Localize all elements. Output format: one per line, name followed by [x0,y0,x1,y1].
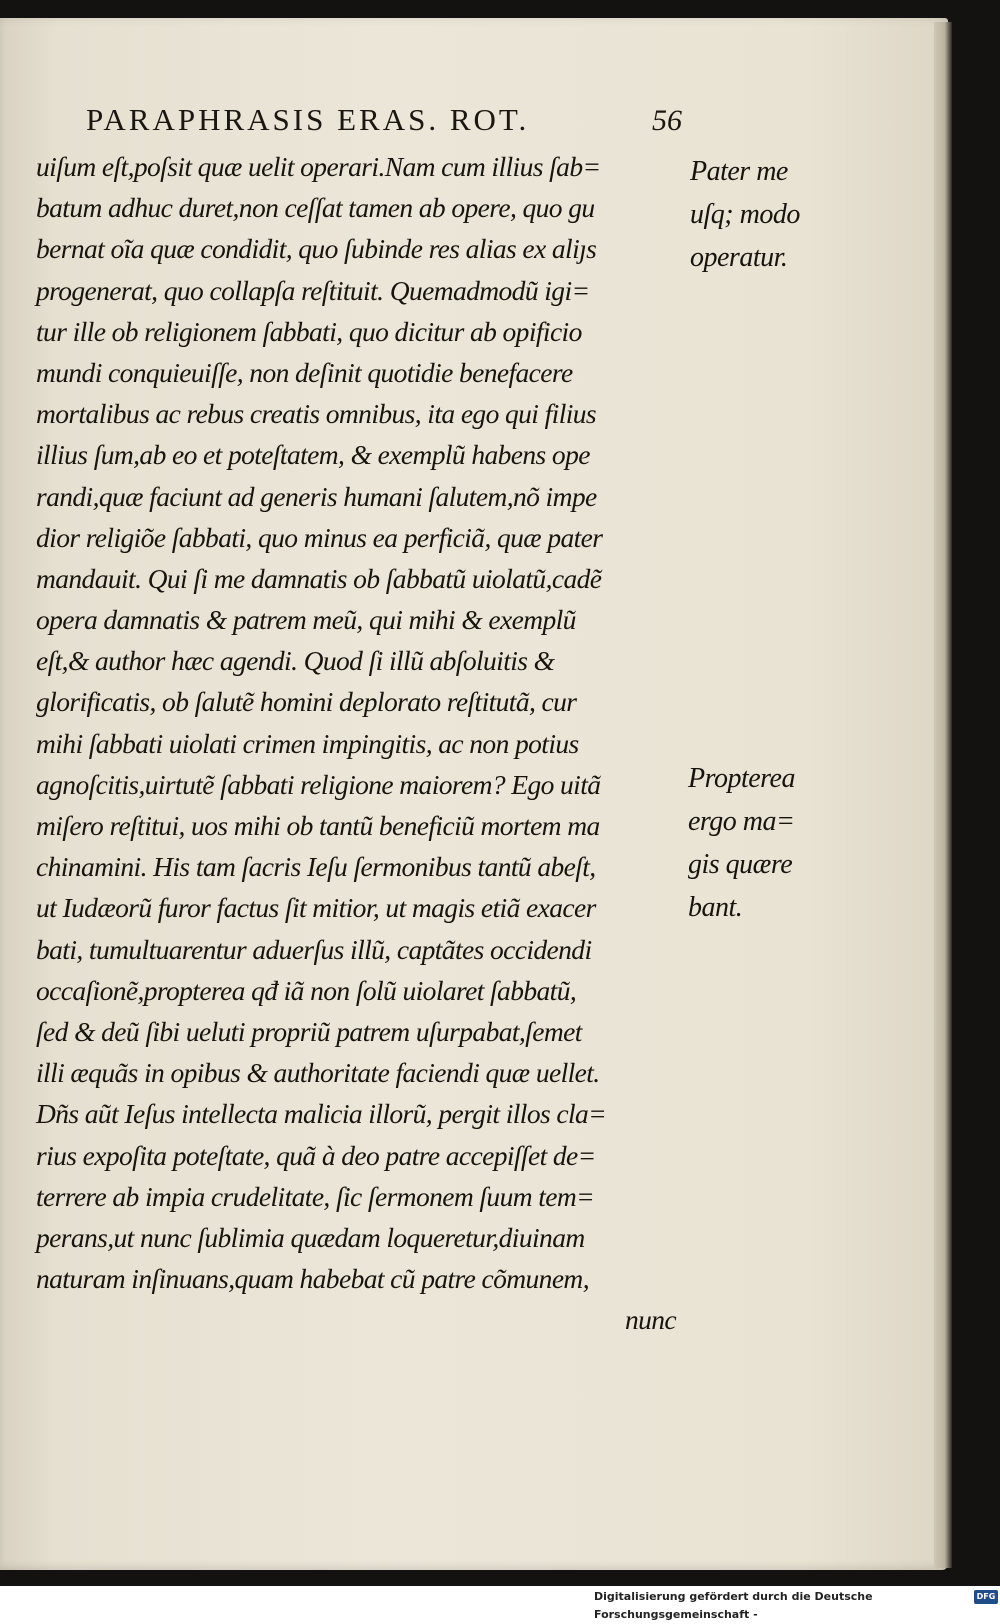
text-line: mandauit. Qui ſi me damnatis ob ſabbatũ uiolatũ,cadẽ [36,562,602,594]
text-line: opera damnatis & patrem meũ, qui mihi & exemplũ [36,604,576,636]
marginal-note-line: gis quære [688,849,793,880]
marginal-note-line: ergo ma= [688,806,795,837]
text-line: illi æquãs in opibus & authoritate faciendi quæ uellet. [36,1057,600,1089]
marginal-note [690,150,800,279]
text-line: eſt,& author hæc agendi. Quod ſi illũ abſoluitis & [36,645,555,677]
body-text [36,146,696,1340]
text-line: miſero reſtitui, uos mihi ob tantũ beneficiũ mortem ma [36,810,600,841]
text-line: occaſionẽ,propterea qđ iã non ſolũ uiolaret ſabbatũ, [36,974,577,1006]
marginal-note-line: operatur. [690,242,788,273]
text-line: progenerat, quo collapſa reſtituit. Quemadmodũ igi= [36,274,590,306]
marginal-note [688,757,795,929]
text-line: chinamini. His tam ſacris Ieſu ſermonibus tantũ abeſt, [36,851,596,883]
text-line: mundi conquieuiſſe, non deſinit quotidie benefacere [36,356,573,388]
text-line: naturam inſinuans,quam habebat cũ patre cõmunem, [36,1263,589,1295]
text-line: batum adhuc duret,non ceſſat tamen ab opere, quo gu [36,192,595,224]
dfg-logo: DFG [974,1590,998,1604]
marginal-note-line: uſq; modo [690,199,800,230]
text-line: rius expoſita poteſtate, quã à deo patre accepiſſet de= [36,1139,596,1171]
running-head [86,102,686,142]
digitization-credit: Digitalisierung gefördert durch die Deutsche Forschungsgemeinschaft - [594,1590,873,1621]
text-line: uiſum eſt,poſsit quæ uelit operari.Nam cum illius ſab= [36,151,601,182]
text-line: terrere ab impia crudelitate, ſic ſermonem ſuum tem= [36,1180,595,1212]
text-line: bati, tumultuarentur aduerſus illũ, captãtes occidendi [36,933,592,965]
running-title: PARAPHRASIS ERAS. ROT. [86,102,530,137]
text-line: dior religiõe ſabbati, quo minus ea perficiã, quæ pater [36,521,603,553]
text-line: randi,quæ faciunt ad generis humani ſalutem,nõ impe [36,480,597,512]
text-line: agnoſcitis,uirtutẽ ſabbati religione maiorem? Ego uitã [36,768,601,800]
text-line: ut Iudæorũ furor factus ſit mitior, ut magis etiã exacer [36,892,596,924]
marginal-note-line: bant. [688,892,743,923]
marginal-note-line: Propterea [688,763,795,794]
text-line: bernat oĩa quæ condidit, quo ſubinde res alias ex aliȷs [36,233,597,265]
text-line: Dñs aũt Ieſus intellecta malicia illorũ, pergit illos cla= [36,1098,607,1130]
catchword: nunc [624,1304,676,1336]
text-line: perans,ut nunc ſublimia quædam loqueretur,diuinam [36,1221,585,1253]
page-edge-shadow [934,22,952,1568]
text-line: ſed & deũ ſibi ueluti propriũ patrem uſurpabat,ſemet [36,1015,582,1047]
text-line: tur ille ob religionem ſabbati, quo dicitur ab opificio [36,315,582,347]
page-number: 56 [652,104,682,137]
text-line: illius ſum,ab eo et poteſtatem, & exemplũ habens ope [36,439,590,471]
text-line: mortalibus ac rebus creatis omnibus, ita ego qui filius [36,398,597,430]
text-line: glorificatis, ob ſalutẽ homini deplorato reſtitutã, cur [36,686,577,718]
text-line: mihi ſabbati uiolati crimen impingitis, ac non potius [36,727,579,759]
marginal-note-line: Pater me [690,156,788,187]
